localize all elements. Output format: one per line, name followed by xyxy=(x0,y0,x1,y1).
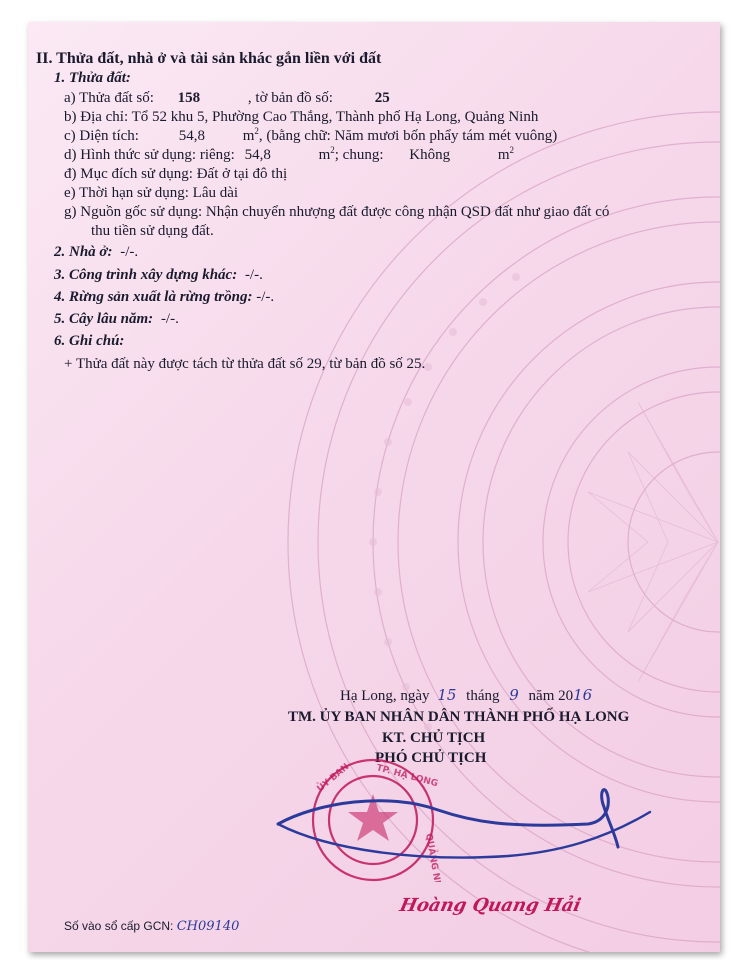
other-construction-value: -/-. xyxy=(244,267,263,283)
notes-text: + Thửa đất này được tách từ thửa đất số 29, từ bản đồ số 25. xyxy=(64,356,426,372)
date-day: 15 xyxy=(437,686,457,704)
land-origin-line2: thu tiền sử dụng đất. xyxy=(91,223,214,239)
svg-text:QUẢNG NINH: QUẢNG NINH xyxy=(423,832,445,882)
issuing-authority: TM. ỦY BAN NHÂN DÂN THÀNH PHỐ HẠ LONG xyxy=(288,709,630,725)
house-value: -/-. xyxy=(120,244,139,260)
house-row xyxy=(54,243,138,261)
parcel-number-row xyxy=(64,89,390,107)
area-label: c) Diện tích: xyxy=(64,128,139,144)
plantation-forest-value: -/-. xyxy=(256,289,275,305)
plantation-forest-heading: 4. Rừng sản xuất là rừng trồng: xyxy=(54,289,253,305)
signer-kt: KT. CHỦ TỊCH xyxy=(382,730,486,746)
registry-label: Số vào sổ cấp GCN: xyxy=(64,919,174,933)
area-row xyxy=(64,127,557,145)
usage-form-label: d) Hình thức sử dụng: riêng: xyxy=(64,147,235,163)
other-construction-row xyxy=(54,266,263,284)
usage-term: e) Thời hạn sử dụng: Lâu dài xyxy=(64,185,239,201)
svg-text:ỦY BAN: ỦY BAN xyxy=(315,762,352,795)
signer-name: Hoàng Quang Hải xyxy=(397,895,583,916)
date-year-suffix: 16 xyxy=(573,686,593,704)
signer-role: PHÓ CHỦ TỊCH xyxy=(375,750,487,766)
land-origin-line1: g) Nguồn gốc sử dụng: Nhận chuyển nhượng đất được công nhận QSD đất như giao đất có xyxy=(64,204,610,220)
shared-value: Không xyxy=(409,147,451,163)
house-heading: 2. Nhà ở: xyxy=(54,244,113,260)
svg-text:TP. HẠ LONG: TP. HẠ LONG xyxy=(375,763,439,790)
registry-value: CH09140 xyxy=(176,919,240,934)
address: b) Địa chỉ: Tổ 52 khu 5, Phường Cao Thắng, Thành phố Hạ Long, Quảng Ninh xyxy=(64,109,539,125)
perennial-trees-row xyxy=(54,310,179,328)
private-area: 54,8 xyxy=(244,147,271,163)
official-stamp xyxy=(258,752,658,882)
shared-unit: $m^2$ xyxy=(497,145,515,163)
place-date xyxy=(340,686,592,705)
date-month: 9 xyxy=(509,686,519,704)
land-purpose: đ) Mục đích sử dụng: Đất ở tại đô thị xyxy=(64,166,288,182)
date-year-label: năm 20 xyxy=(528,688,574,704)
section-title: II. Thửa đất, nhà ở và tài sản khác gắn liền với đất xyxy=(36,50,382,67)
notes-heading: 6. Ghi chú: xyxy=(54,333,125,349)
registry-number xyxy=(64,919,239,934)
stamp-and-signature xyxy=(258,752,658,882)
map-sheet-label: , tờ bản đồ số: xyxy=(247,90,333,106)
parcel-number-label: a) Thửa đất số: xyxy=(64,90,154,106)
parcel-number: 158 xyxy=(177,90,201,106)
map-sheet-number: 25 xyxy=(374,90,390,106)
date-month-label: tháng xyxy=(466,688,500,704)
perennial-trees-value: -/-. xyxy=(160,311,179,327)
plantation-forest-row xyxy=(54,288,274,306)
area-value: 54,8 xyxy=(178,128,205,144)
land-heading: 1. Thửa đất: xyxy=(54,70,131,86)
certificate-page xyxy=(28,22,720,952)
place-date-prefix: Hạ Long, ngày xyxy=(340,688,430,704)
shared-label: ; chung: xyxy=(334,147,384,163)
private-unit: $m^2$ xyxy=(318,145,335,163)
area-unit: $m^2$ xyxy=(242,126,259,144)
other-construction-heading: 3. Công trình xây dựng khác: xyxy=(54,267,238,283)
usage-form-row xyxy=(64,146,514,164)
perennial-trees-heading: 5. Cây lâu năm: xyxy=(54,311,154,327)
area-in-words: , (bằng chữ: Năm mươi bốn phẩy tám mét vuông) xyxy=(258,128,558,144)
